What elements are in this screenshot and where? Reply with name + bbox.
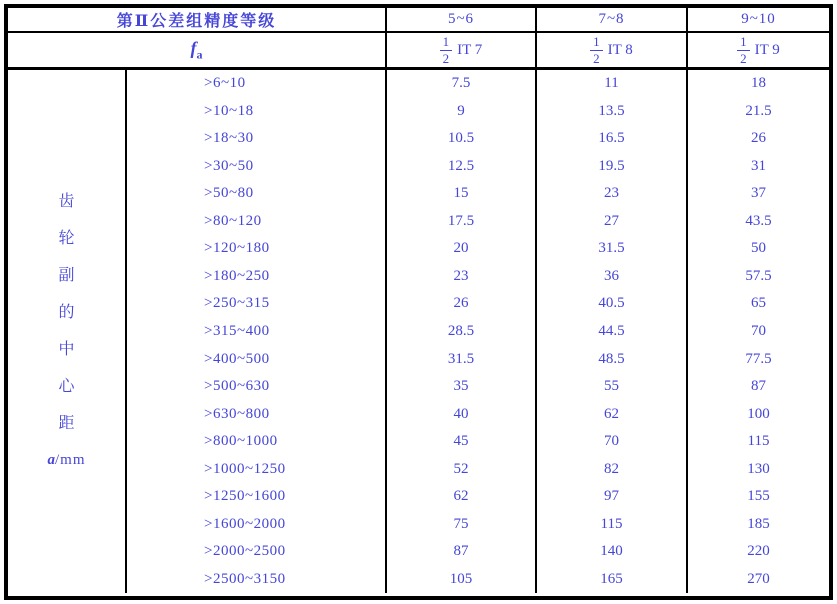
range-value: >400~500 — [204, 350, 270, 367]
range-value: >1000~1250 — [204, 460, 286, 477]
range-cell — [125, 153, 385, 181]
half-fraction — [590, 35, 603, 65]
label-char: 轮 — [58, 230, 75, 248]
range-value: >50~80 — [204, 185, 254, 202]
fa-value-grade-7-8: 40.5 — [535, 290, 686, 318]
tolerance-group-title: 第Ⅱ公差组精度等级 — [116, 13, 277, 30]
range-cell — [125, 98, 385, 126]
fa-value-grade-5-6: 26 — [385, 290, 535, 318]
range-cell — [125, 400, 385, 428]
range-value: >315~400 — [204, 322, 270, 339]
fa-value-grade-9-10: 70 — [686, 318, 829, 346]
fa-value-grade-5-6: 75 — [385, 510, 535, 538]
fa-symbol-letter: f — [190, 37, 197, 58]
fa-value-grade-5-6: 45 — [385, 428, 535, 456]
center-distance-label — [8, 70, 125, 593]
fa-symbol-subscript: a — [196, 47, 203, 62]
it9-label: IT 9 — [754, 41, 780, 58]
fa-value-grade-9-10: 130 — [686, 455, 829, 483]
header-row-fa — [8, 33, 829, 70]
fraction-denominator: 2 — [593, 50, 600, 66]
fa-value-grade-5-6: 17.5 — [385, 208, 535, 236]
label-char: 齿 — [58, 193, 75, 211]
label-char: 距 — [58, 415, 75, 433]
fa-value-grade-5-6: 52 — [385, 455, 535, 483]
it8-formula-cell — [535, 33, 686, 67]
fraction-denominator: 2 — [740, 50, 747, 66]
range-value: >500~630 — [204, 378, 270, 395]
range-cell — [125, 125, 385, 153]
it8-label: IT 8 — [607, 41, 633, 58]
fa-value-grade-9-10: 26 — [686, 125, 829, 153]
half-fraction — [440, 35, 453, 65]
fa-value-grade-9-10: 65 — [686, 290, 829, 318]
range-value: >10~18 — [204, 102, 254, 119]
fa-value-grade-7-8: 27 — [535, 208, 686, 236]
fa-value-grade-9-10: 155 — [686, 483, 829, 511]
range-cell — [125, 180, 385, 208]
fa-value-grade-7-8: 13.5 — [535, 98, 686, 126]
fa-value-grade-5-6: 20 — [385, 235, 535, 263]
fa-value-grade-9-10: 21.5 — [686, 98, 829, 126]
range-cell — [125, 428, 385, 456]
fa-value-grade-7-8: 165 — [535, 565, 686, 593]
fa-value-grade-5-6: 62 — [385, 483, 535, 511]
fa-symbol — [191, 38, 203, 63]
fa-value-grade-7-8: 115 — [535, 510, 686, 538]
fa-value-grade-5-6: 105 — [385, 565, 535, 593]
fa-value-grade-9-10: 270 — [686, 565, 829, 593]
fa-value-grade-9-10: 50 — [686, 235, 829, 263]
header-row-grades — [8, 8, 829, 33]
range-value: >800~1000 — [204, 433, 278, 450]
fa-value-grade-9-10: 31 — [686, 153, 829, 181]
fa-value-grade-9-10: 220 — [686, 538, 829, 566]
a-symbol: a — [47, 452, 55, 469]
fa-value-grade-7-8: 23 — [535, 180, 686, 208]
range-cell — [125, 565, 385, 593]
fa-value-grade-7-8: 55 — [535, 373, 686, 401]
fraction-numerator: 1 — [590, 35, 603, 51]
fa-value-grade-5-6: 15 — [385, 180, 535, 208]
fa-value-grade-9-10: 100 — [686, 400, 829, 428]
fraction-numerator: 1 — [440, 35, 453, 51]
range-cell — [125, 70, 385, 98]
it9-formula-cell — [686, 33, 829, 67]
range-cell — [125, 373, 385, 401]
fa-value-grade-9-10: 57.5 — [686, 263, 829, 291]
range-value: >250~315 — [204, 295, 270, 312]
range-cell — [125, 483, 385, 511]
fa-value-grade-5-6: 7.5 — [385, 70, 535, 98]
fa-value-grade-7-8: 62 — [535, 400, 686, 428]
grade-column-5-6: 5~6 — [385, 8, 535, 31]
range-cell — [125, 208, 385, 236]
it7-formula-cell — [385, 33, 535, 67]
range-cell — [125, 538, 385, 566]
center-distance-unit — [47, 453, 85, 468]
range-cell — [125, 235, 385, 263]
fa-value-grade-9-10: 87 — [686, 373, 829, 401]
label-char: 中 — [58, 341, 75, 359]
range-value: >6~10 — [204, 75, 246, 92]
table-body — [8, 70, 829, 593]
fa-value-grade-5-6: 23 — [385, 263, 535, 291]
fraction-denominator: 2 — [442, 50, 450, 66]
fa-value-grade-7-8: 140 — [535, 538, 686, 566]
fa-value-grade-9-10: 43.5 — [686, 208, 829, 236]
fa-value-grade-7-8: 48.5 — [535, 345, 686, 373]
range-cell — [125, 290, 385, 318]
fa-value-grade-7-8: 36 — [535, 263, 686, 291]
range-value: >2000~2500 — [204, 543, 286, 560]
range-value: >2500~3150 — [204, 570, 286, 587]
range-value: >1600~2000 — [204, 515, 286, 532]
range-cell — [125, 455, 385, 483]
label-char: 的 — [58, 304, 75, 322]
range-cell — [125, 345, 385, 373]
fa-value-grade-7-8: 70 — [535, 428, 686, 456]
fa-parameter-cell — [8, 33, 385, 67]
range-cell — [125, 263, 385, 291]
fa-value-grade-7-8: 19.5 — [535, 153, 686, 181]
range-value: >630~800 — [204, 405, 270, 422]
fa-value-grade-7-8: 97 — [535, 483, 686, 511]
fa-value-grade-9-10: 115 — [686, 428, 829, 456]
fa-value-grade-7-8: 11 — [535, 70, 686, 98]
grade-column-9-10: 9~10 — [686, 8, 829, 31]
it7-label: IT 7 — [457, 41, 483, 58]
fa-value-grade-5-6: 12.5 — [385, 153, 535, 181]
range-value: >80~120 — [204, 212, 262, 229]
fa-value-grade-9-10: 185 — [686, 510, 829, 538]
range-value: >1250~1600 — [204, 488, 286, 505]
fa-value-grade-5-6: 87 — [385, 538, 535, 566]
fa-value-grade-7-8: 44.5 — [535, 318, 686, 346]
fa-value-grade-5-6: 28.5 — [385, 318, 535, 346]
fa-value-grade-5-6: 9 — [385, 98, 535, 126]
fa-value-grade-7-8: 16.5 — [535, 125, 686, 153]
range-value: >180~250 — [204, 267, 270, 284]
fraction-numerator: 1 — [737, 35, 750, 51]
grade-column-7-8: 7~8 — [535, 8, 686, 31]
label-char: 副 — [58, 267, 75, 285]
center-distance-chars — [58, 194, 74, 432]
fa-value-grade-9-10: 18 — [686, 70, 829, 98]
fa-value-grade-5-6: 10.5 — [385, 125, 535, 153]
half-fraction — [737, 35, 750, 65]
fa-value-grade-7-8: 82 — [535, 455, 686, 483]
range-value: >120~180 — [204, 240, 270, 257]
fa-value-grade-5-6: 31.5 — [385, 345, 535, 373]
fa-value-grade-5-6: 40 — [385, 400, 535, 428]
label-char: 心 — [58, 378, 75, 396]
fa-value-grade-7-8: 31.5 — [535, 235, 686, 263]
tolerance-table — [4, 4, 833, 600]
mm-unit: /mm — [54, 452, 86, 469]
range-value: >30~50 — [204, 157, 254, 174]
range-cell — [125, 510, 385, 538]
fa-value-grade-5-6: 35 — [385, 373, 535, 401]
fa-value-grade-9-10: 77.5 — [686, 345, 829, 373]
range-value: >18~30 — [204, 130, 254, 147]
fa-value-grade-9-10: 37 — [686, 180, 829, 208]
range-cell — [125, 318, 385, 346]
